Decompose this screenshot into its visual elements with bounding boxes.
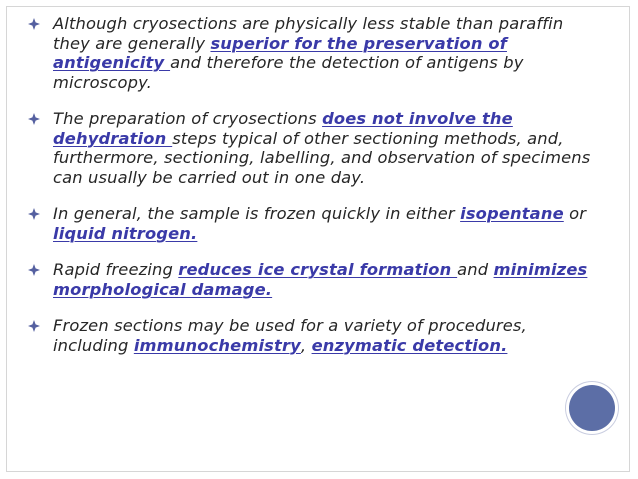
highlighted-term: does not involve the dehydration [53,109,513,148]
bullet-text [53,260,604,299]
slide-content [24,14,604,372]
highlighted-term: superior for the preservation of antigenicity [53,33,507,72]
decorative-circle-orb [569,385,615,431]
bullet-item [24,109,604,187]
highlighted-term: isopentane [460,204,564,223]
text-segment: steps typical of other sectioning methods, and, furthermore, sectioning, labelling, and observation of specimens can usually be carried out in one day. [53,128,591,187]
bullet-text [53,204,604,243]
text-segment: Although cryosections are physically less stable than paraffin they are generally [53,14,564,53]
text-segment: and [457,260,494,279]
highlighted-term: reduces ice crystal formation [178,260,458,279]
diamond-bullet-icon [28,18,40,30]
diamond-bullet-icon [28,113,40,125]
highlighted-term: minimizes morphological damage. [53,260,588,299]
text-segment: or [563,204,587,223]
text-segment: and therefore the detection of antigens by microscopy. [53,53,524,92]
text-segment: In general, the sample is frozen quickly in either [53,204,461,223]
bullet-text [53,316,604,355]
diamond-bullet-icon [28,320,40,332]
text-segment: Frozen sections may be used for a variety of procedures, including [53,316,527,355]
bullet-item [24,260,604,299]
diamond-bullet-icon [28,208,40,220]
diamond-bullet-icon [28,264,40,276]
text-segment: The preparation of cryosections [53,109,323,128]
bullet-text [53,109,604,187]
highlighted-term: enzymatic detection. [311,335,508,355]
text-segment: Rapid freezing [53,260,179,279]
bullet-item [24,204,604,243]
bullet-text [53,14,604,92]
bullet-item [24,14,604,92]
highlighted-term: immunochemistry [133,335,301,355]
text-segment: , [300,335,312,355]
highlighted-term: liquid nitrogen. [53,223,198,243]
bullet-item [24,316,604,355]
